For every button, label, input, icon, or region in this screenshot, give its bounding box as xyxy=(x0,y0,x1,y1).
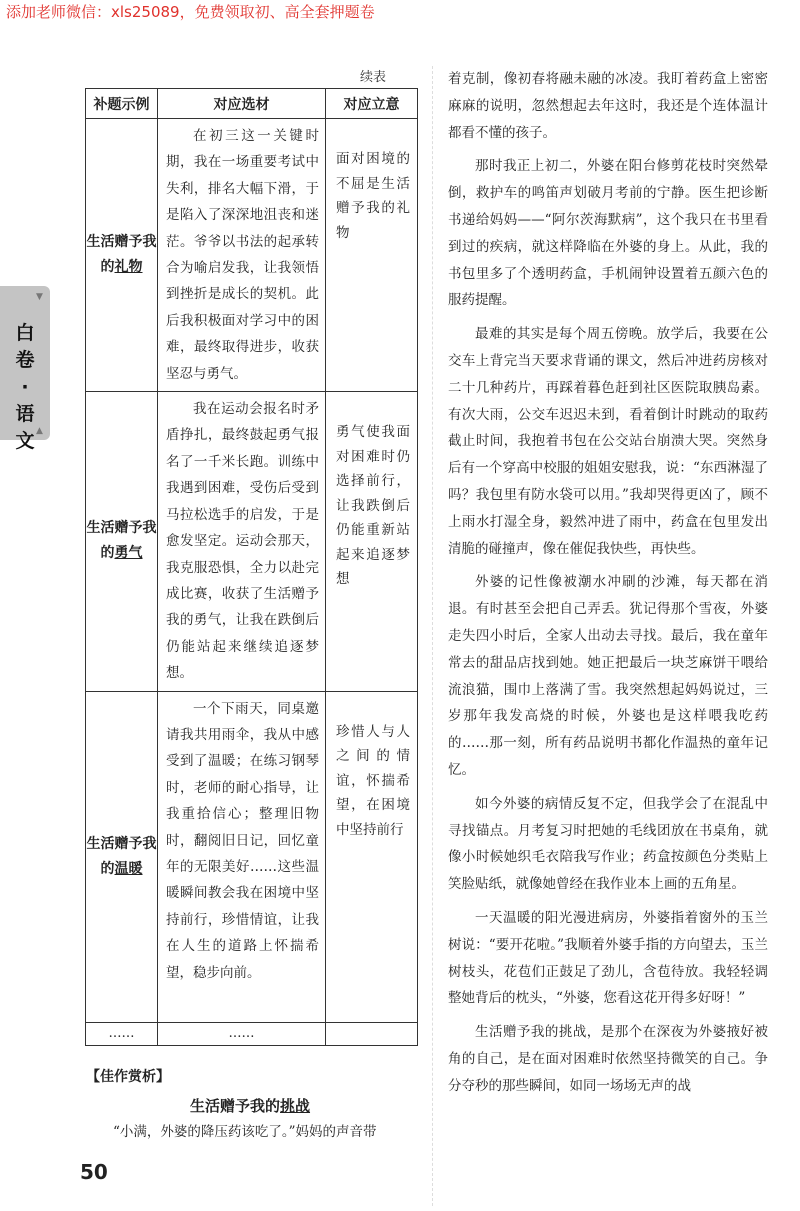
ellipsis-cell: …… xyxy=(86,1022,158,1045)
essay-opening-paragraph: “小满，外婆的降压药该吃了。”妈妈的声音带 xyxy=(113,1124,377,1140)
table-row xyxy=(86,119,418,392)
essay-title: 生活赠予我的挑战 xyxy=(190,1097,311,1115)
triangle-up-icon: ▲ xyxy=(36,426,43,436)
essay-right-column xyxy=(448,66,768,1201)
watermark-banner: 添加老师微信：xls25089，免费领取初、高全套押题卷 xyxy=(0,0,381,24)
essay-paragraph: 最难的其实是每个周五傍晚。放学后，我要在公交车上背完当天要求背诵的课文，然后冲进药房核对二十几种药片，再踩着暮色赶到社区医院取胰岛素。有次大雨，公交车迟迟未到，看着倒计时跳动的取药截止时间，我抱着书包在公交站台崩溃大哭。突然身后有一个穿高中校服的姐姐安慰我，说：“东西淋湿了吗？我包里有防水袋可以用。”我却哭得更凶了，顾不上雨水打湿全身，毅然冲进了雨中，药盒在包里发出清脆的碰撞声，像在催促我快些，再快些。 xyxy=(448,326,768,557)
topic-cell: 生活赠予我的勇气 xyxy=(86,392,158,691)
essay-paragraph: 如今外婆的病情反复不定，但我学会了在混乱中寻找锚点。月考复习时把她的毛线团放在书桌角，就像小时候她织毛衣陪我写作业；药盒按颜色分类贴上笑脸贴纸，就像她曾经在我作业本上画的五角星。 xyxy=(448,795,768,893)
header-material: 对应选材 xyxy=(158,89,326,119)
table-header-row xyxy=(86,89,418,119)
idea-cell: 面对困境的不屈是生活赠予我的礼物 xyxy=(326,119,418,392)
table-row xyxy=(86,392,418,691)
table-row xyxy=(86,691,418,1022)
side-section-tab xyxy=(0,286,50,452)
idea-cell: 勇气使我面对困难时仍选择前行，让我跌倒后仍能重新站起来追逐梦想 xyxy=(326,392,418,691)
essay-paragraph: 着克制，像初春将融未融的冰凌。我盯着药盒上密密麻麻的说明，忽然想起去年这时，我还是个连体温计都看不懂的孩子。 xyxy=(448,71,768,141)
essay-paragraph: 一天温暖的阳光漫进病房，外婆指着窗外的玉兰树说：“要开花啦。”我顺着外婆手指的方向望去，玉兰树枝头，花苞们正鼓足了劲儿，含苞待放。我轻轻调整她背后的枕头，“外婆，您看这花开得多好呀！” xyxy=(448,909,768,1007)
header-idea: 对应立意 xyxy=(326,89,418,119)
continued-label: 续表 xyxy=(360,70,387,85)
column-divider xyxy=(432,66,433,1206)
appreciation-label: 【佳作赏析】 xyxy=(86,1069,170,1085)
material-cell: 一个下雨天，同桌邀请我共用雨伞，我从中感受到了温暖；在练习钢琴时，老师的耐心指导，让我重拾信心；整理旧物时，翻阅旧日记，回忆童年的无限美好……这些温暖瞬间教会我在困境中坚持前行，珍惜情谊，让我在人生的道路上怀揣希望，稳步向前。 xyxy=(158,691,326,1022)
table-row-ellipsis xyxy=(86,1022,418,1045)
ellipsis-cell: …… xyxy=(158,1022,326,1045)
essay-paragraph: 那时我正上初二，外婆在阳台修剪花枝时突然晕倒，救护车的鸣笛声划破月考前的宁静。医生把诊断书递给妈妈——“阿尔茨海默病”，这个我只在书里看到过的疾病，就这样降临在外婆的身上。从此，我的书包里多了个透明药盒，手机闹钟设置着五颜六色的服药提醒。 xyxy=(448,158,768,309)
side-tab-label: 白卷·语文 xyxy=(15,322,35,452)
idea-cell: 珍惜人与人之间的情谊，怀揣希望，在困境中坚持前行 xyxy=(326,691,418,1022)
essay-paragraph: 生活赠予我的挑战，是那个在深夜为外婆掖好被角的自己，是在面对困难时依然坚持微笑的自己。争分夺秒的那些瞬间，如同一场场无声的战 xyxy=(448,1024,768,1094)
ellipsis-cell xyxy=(326,1022,418,1045)
material-cell: 我在运动会报名时矛盾挣扎，最终鼓起勇气报名了一千米长跑。训练中我遇到困难，受伤后受到马拉松选手的启发，于是愈发坚定。运动会那天，我克服恐惧，全力以赴完成比赛，收获了生活赠予我的勇气，让我在跌倒后仍能站起来继续追逐梦想。 xyxy=(158,392,326,691)
triangle-down-icon: ▼ xyxy=(36,292,43,302)
material-cell: 在初三这一关键时期，我在一场重要考试中失利，排名大幅下滑，于是陷入了深深地沮丧和迷茫。爷爷以书法的起承转合为喻启发我，让我领悟到挫折是成长的契机。此后我积极面对学习中的困难，最终取得进步，收获坚忍与勇气。 xyxy=(158,119,326,392)
topic-table xyxy=(85,88,418,1046)
page-number: 50 xyxy=(80,1160,108,1184)
topic-cell: 生活赠予我的温暖 xyxy=(86,691,158,1022)
header-topic: 补题示例 xyxy=(86,89,158,119)
essay-paragraph: 外婆的记性像被潮水冲刷的沙滩，每天都在消退。有时甚至会把自己弄丢。犹记得那个雪夜，外婆走失四小时后，全家人出动去寻找。最后，我在童年常去的甜品店找到她。她正把最后一块芝麻饼干喂给流浪猫，围巾上落满了雪。我突然想起妈妈说过，三岁那年我发高烧的时候，外婆也是这样喂我吃药的……那一刻，所有药品说明书都化作温热的童年记忆。 xyxy=(448,574,768,778)
topic-cell: 生活赠予我的礼物 xyxy=(86,119,158,392)
